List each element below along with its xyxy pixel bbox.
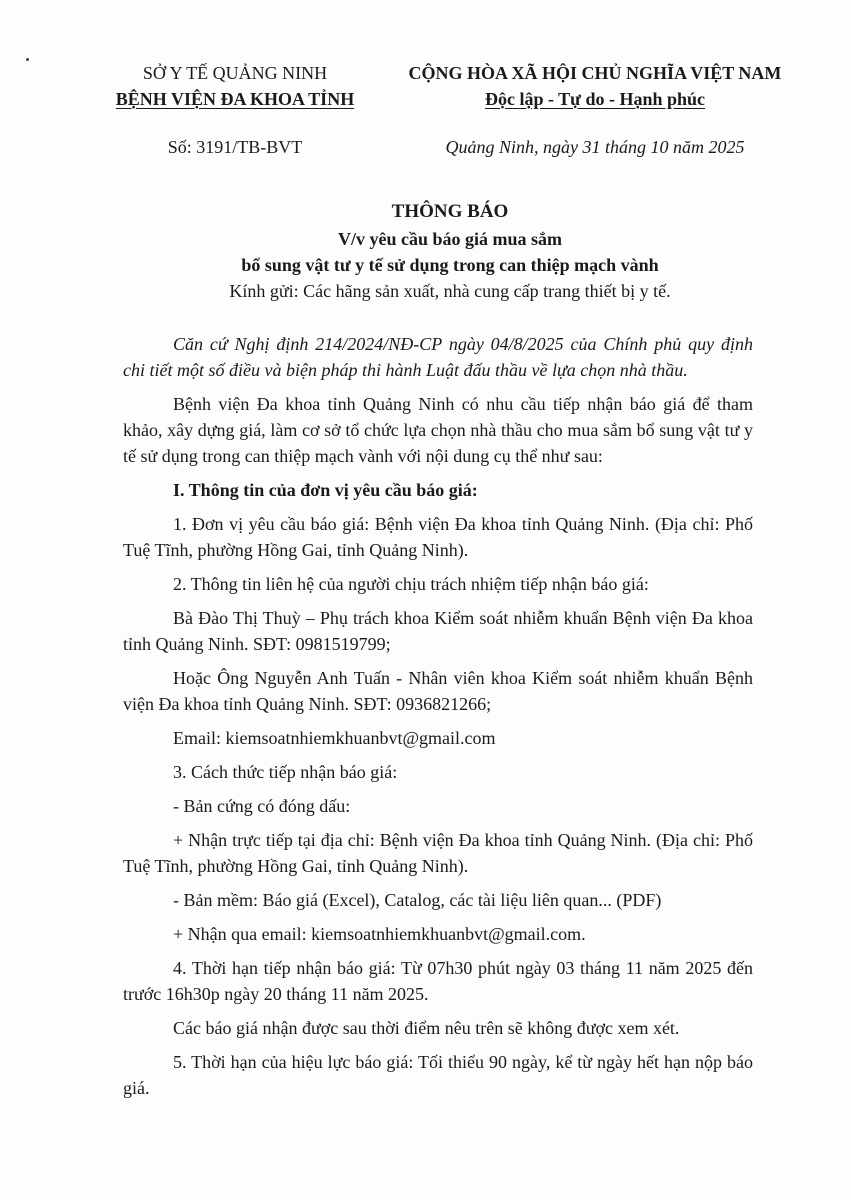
document-title: THÔNG BÁO (391, 201, 509, 222)
contact-email: Email: kiemsoatnhiemkhuanbvt@gmail.com (173, 728, 496, 748)
issuer-header (90, 60, 380, 112)
department-name: SỞ Y TẾ QUẢNG NINH (142, 63, 328, 83)
contact-person-1: Bà Đào Thị Thuỳ – Phụ trách khoa Kiểm soát nhiễm khuẩn Bệnh viện Đa khoa tỉnh Quảng Ninh. SĐT: 0981519799; (123, 608, 753, 654)
soft-copy-item: - Bản mềm: Báo giá (Excel), Catalog, các tài liệu liên quan... (PDF) (173, 890, 662, 910)
legal-basis: Căn cứ Nghị định 214/2024/NĐ-CP ngày 04/8/2025 của Chính phủ quy định chi tiết một số điều và biện pháp thi hành Luật đấu thầu về lựa chọn nhà thầu. (123, 334, 753, 380)
direct-delivery-item: + Nhận trực tiếp tại địa chỉ: Bệnh viện Đa khoa tỉnh Quảng Ninh. (Địa chỉ: Phố Tuệ Tĩnh, phường Hồng Gai, tỉnh Quảng Ninh). (123, 830, 753, 876)
late-submission-note: Các báo giá nhận được sau thời điểm nêu trên sẽ không được xem xét. (173, 1018, 680, 1038)
receipt-deadline: 4. Thời hạn tiếp nhận báo giá: Từ 07h30 phút ngày 03 tháng 11 năm 2025 đến trước 16h30p ngày 20 tháng 11 năm 2025. (123, 958, 753, 1004)
national-header (380, 60, 810, 112)
recipient-line: Kính gửi: Các hãng sản xuất, nhà cung cấp trang thiết bị y tế. (229, 281, 671, 301)
section-heading-1: I. Thông tin của đơn vị yêu cầu báo giá: (173, 480, 478, 500)
intro-paragraph: Bệnh viện Đa khoa tỉnh Quảng Ninh có nhu cầu tiếp nhận báo giá để tham khảo, xây dựng giá, làm cơ sở tổ chức lựa chọn nhà thầu cho mua sắm bổ sung vật tư y tế sử dụng trong can thiệp mạch vành với nội dung cụ thể như sau: (123, 394, 753, 466)
subject-line-1: V/v yêu cầu báo giá mua sắm (337, 229, 562, 249)
country-name: CỘNG HÒA XÃ HỘI CHỦ NGHĨA VIỆT NAM (408, 63, 782, 83)
contact-info-heading: 2. Thông tin liên hệ của người chịu trách nhiệm tiếp nhận báo giá: (173, 574, 649, 594)
subject-line-2: bổ sung vật tư y tế sử dụng trong can thiệp mạch vành (241, 255, 659, 275)
contact-person-2: Hoặc Ông Nguyễn Anh Tuấn - Nhân viên khoa Kiểm soát nhiễm khuẩn Bệnh viện Đa khoa tỉnh Quảng Ninh. SĐT: 0936821266; (123, 668, 753, 714)
hard-copy-item: - Bản cứng có đóng dấu: (173, 796, 351, 816)
scan-speck (26, 58, 29, 61)
title-block (90, 198, 810, 304)
hospital-name: BỆNH VIỆN ĐA KHOA TỈNH (115, 89, 355, 109)
requesting-unit: 1. Đơn vị yêu cầu báo giá: Bệnh viện Đa khoa tỉnh Quảng Ninh. (Địa chỉ: Phố Tuệ Tĩnh, phường Hồng Gai, tỉnh Quảng Ninh). (123, 514, 753, 560)
quote-validity: 5. Thời hạn của hiệu lực báo giá: Tối thiểu 90 ngày, kể từ ngày hết hạn nộp báo giá. (123, 1052, 753, 1098)
document-number: Số: 3191/TB-BVT (167, 137, 303, 157)
place-date: Quảng Ninh, ngày 31 tháng 10 năm 2025 (445, 137, 745, 157)
email-delivery-item: + Nhận qua email: kiemsoatnhiemkhuanbvt@gmail.com. (173, 924, 586, 944)
motto: Độc lập - Tự do - Hạnh phúc (484, 89, 706, 109)
receipt-method-heading: 3. Cách thức tiếp nhận báo giá: (173, 762, 398, 782)
document-body (123, 331, 753, 1109)
